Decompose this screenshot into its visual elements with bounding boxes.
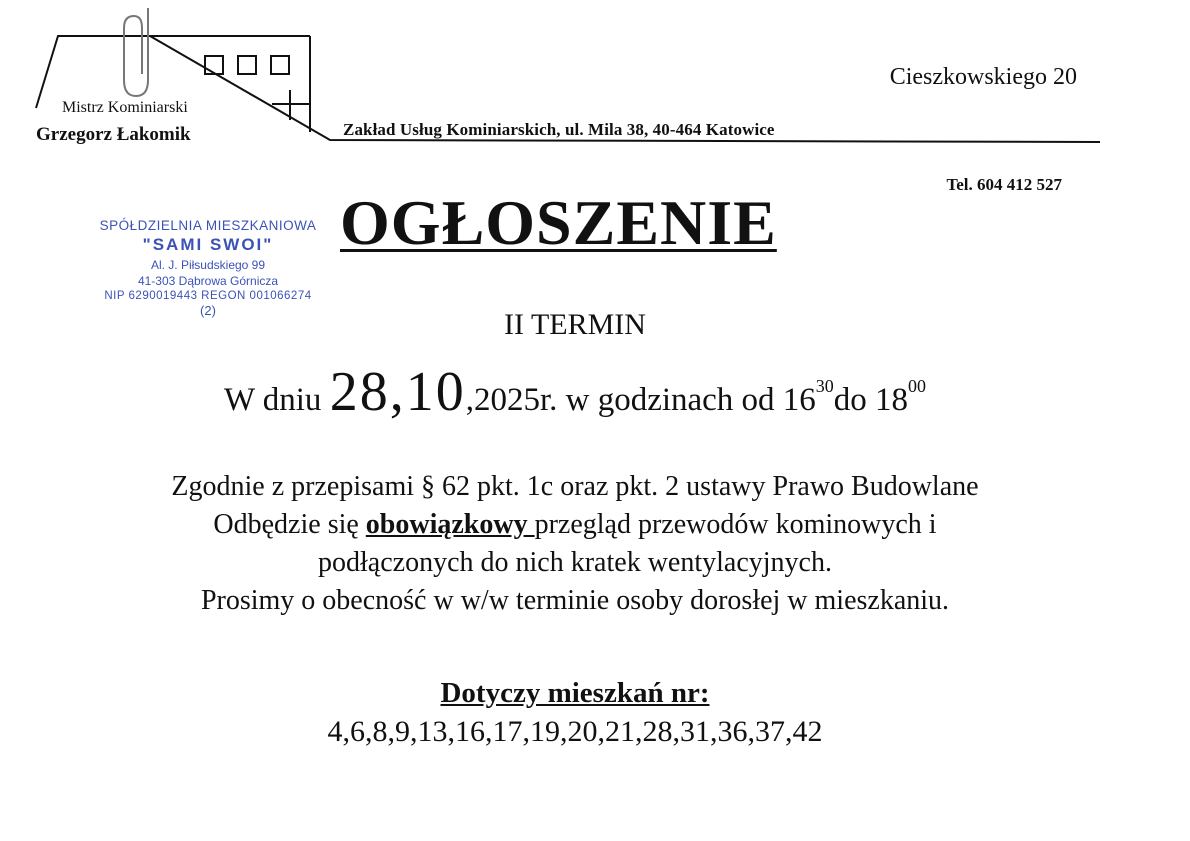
master-name: Grzegorz Łakomik <box>36 124 191 145</box>
date-day-month: 28,10 <box>329 361 466 423</box>
apartments-list: 4,6,8,9,13,16,17,19,20,21,28,31,36,37,42 <box>327 715 823 748</box>
from-minutes: 30 <box>815 376 834 396</box>
to-text: do 18 <box>833 382 909 418</box>
address-top: Cieszkowskiego 20 <box>889 64 1077 90</box>
stamp-line-6: (2) <box>200 303 216 318</box>
body-line-1: Zgodnie z przepisami § 62 pkt. 1c oraz pkt. 2 ustawy Prawo Budowlane <box>171 471 979 502</box>
body-line-3: podłączonych do nich kratek wentylacyjnych. <box>318 547 832 578</box>
stamp-line-5: NIP 6290019443 REGON 001066274 <box>104 290 312 302</box>
stamp-line-1: SPÓŁDZIELNIA MIESZKANIOWA <box>99 218 317 233</box>
apartments-title: Dotyczy mieszkań nr: <box>440 677 710 709</box>
phone-number: Tel. 604 412 527 <box>946 175 1062 194</box>
to-minutes: 00 <box>908 376 927 396</box>
paper-clip-icon <box>124 8 148 96</box>
term-label: II TERMIN <box>504 308 646 341</box>
company-line: Zakład Usług Kominiarskich, ul. Mila 38, 40-464 Katowice <box>343 120 775 139</box>
body-line-2 <box>0 506 1150 544</box>
body-line-4: Prosimy o obecność w w/w terminie osoby dorosłej w mieszkaniu. <box>200 585 950 616</box>
date-line <box>0 360 1150 424</box>
stamp-line-2: "SAMI SWOI" <box>142 235 274 254</box>
notice-body <box>0 468 1150 620</box>
body-line-2-after: przegląd przewodów kominowych i <box>534 509 937 540</box>
cooperative-stamp <box>58 218 358 318</box>
mandatory-emphasis: obowiązkowy <box>365 509 535 540</box>
master-title: Mistrz Kominiarski <box>62 99 188 116</box>
date-year-suffix: ,2025r. w godzinach od 16 <box>465 382 816 418</box>
date-prefix: W dniu <box>223 382 330 418</box>
stamp-line-4: 41-303 Dąbrowa Górnicza <box>137 274 279 288</box>
stamp-line-3: Al. J. Piłsudskiego 99 <box>150 258 266 272</box>
body-line-2-before: Odbędzie się <box>213 509 366 540</box>
notice-heading: OGŁOSZENIE <box>340 187 777 258</box>
